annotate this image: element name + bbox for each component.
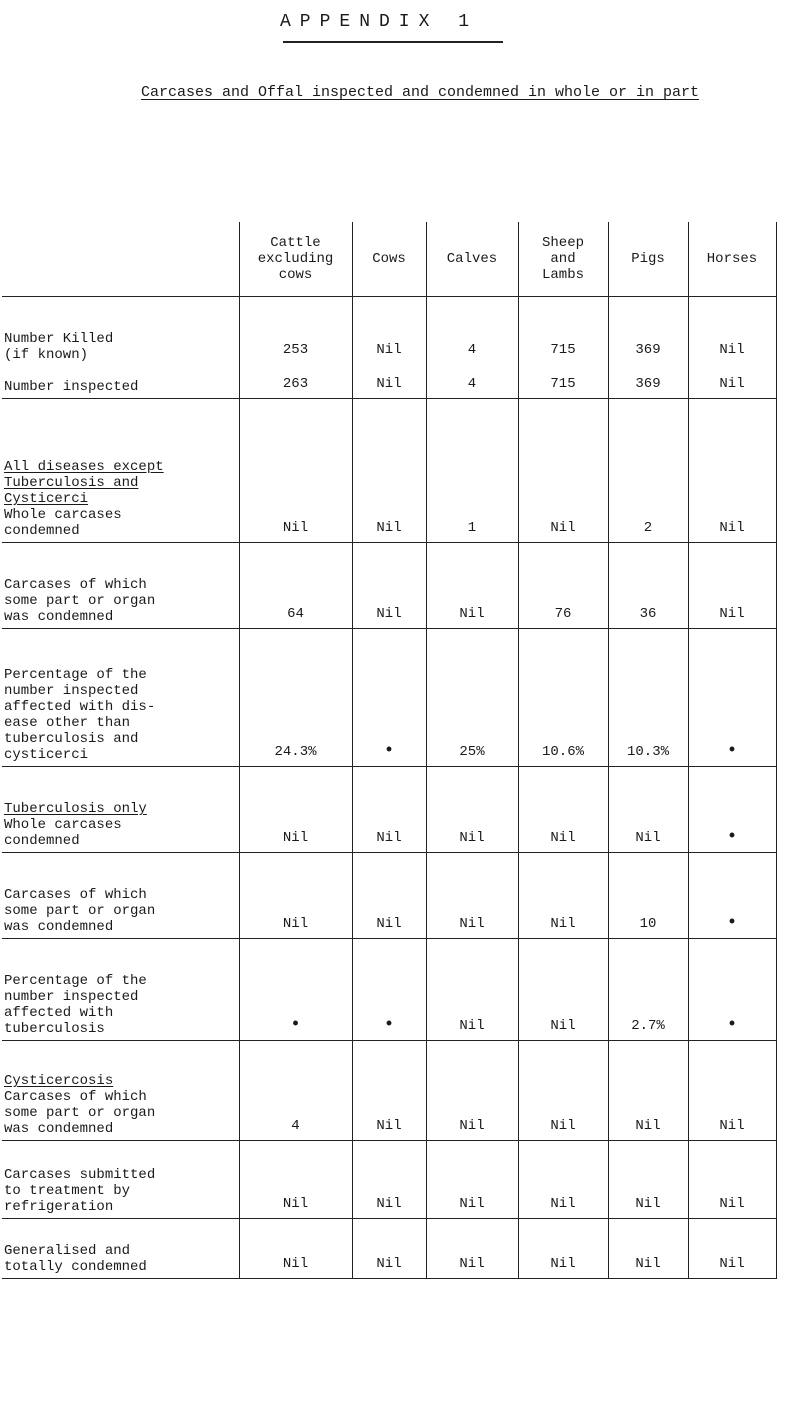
cell-value-killed: 4	[467, 342, 477, 358]
cell-value-inspected: 715	[550, 376, 576, 392]
cell-value-killed: 369	[635, 342, 661, 358]
table-cell	[426, 1041, 518, 1141]
cell-value-killed: 715	[550, 342, 576, 358]
table-cell	[688, 1219, 776, 1279]
cell-value: Nil	[282, 830, 309, 846]
cell-value: Nil	[719, 1196, 745, 1212]
cell-value: Nil	[282, 520, 309, 536]
table-cell	[352, 399, 426, 543]
table-cell	[608, 399, 688, 543]
cell-value: Nil	[459, 916, 485, 932]
table-cell	[352, 1141, 426, 1219]
row-label-line: totally condemned	[4, 1259, 147, 1275]
cell-value: •	[726, 913, 738, 933]
table-row	[2, 543, 776, 629]
row-label-line: Generalised and	[4, 1243, 131, 1259]
row-label-line: number inspected	[4, 989, 139, 1005]
table-cell	[688, 629, 776, 767]
table-cell	[608, 1141, 688, 1219]
column-header-line: Lambs	[541, 267, 584, 283]
row-label-line: All diseases except	[4, 459, 164, 475]
table-cell	[518, 543, 608, 629]
table-cell	[608, 543, 688, 629]
table-cell	[239, 1141, 352, 1219]
row-label-line: some part or organ	[4, 1105, 156, 1121]
table-cell	[239, 853, 352, 939]
table-cell	[608, 297, 688, 399]
cell-value-inspected: 263	[282, 376, 309, 392]
row-label-line: was condemned	[4, 1121, 114, 1137]
row-label-line: Number Killed	[4, 331, 114, 347]
cell-value: Nil	[635, 830, 661, 846]
table-cell	[239, 1041, 352, 1141]
table-row	[2, 939, 776, 1041]
cell-value: 2.7%	[631, 1018, 665, 1034]
table-cell	[608, 629, 688, 767]
row-label-line: refrigeration	[4, 1199, 114, 1215]
cell-value: Nil	[550, 1256, 576, 1272]
row-label-line: Number inspected	[4, 379, 139, 395]
table-cell	[608, 853, 688, 939]
row-label-line: some part or organ	[4, 593, 156, 609]
cell-value: 10	[639, 916, 657, 932]
cell-value: 4	[291, 1118, 300, 1134]
table-cell	[352, 853, 426, 939]
cell-value: Nil	[282, 916, 309, 932]
row-label	[2, 767, 239, 853]
cell-value: Nil	[376, 520, 402, 536]
column-header-line: and	[550, 251, 576, 267]
cell-value: Nil	[282, 1196, 309, 1212]
cell-value: Nil	[459, 1018, 485, 1034]
cell-value: 10.6%	[541, 744, 584, 760]
table-cell	[518, 297, 608, 399]
table-cell	[352, 1219, 426, 1279]
table-cell	[688, 767, 776, 853]
cell-value: Nil	[550, 830, 576, 846]
header-corner	[2, 222, 239, 297]
cell-value-inspected: Nil	[719, 376, 745, 392]
column-header	[608, 222, 688, 297]
table-cell	[239, 297, 352, 399]
row-label-line: to treatment by	[4, 1183, 131, 1199]
table-cell	[688, 1141, 776, 1219]
cell-value: Nil	[635, 1256, 661, 1272]
row-label	[2, 1041, 239, 1141]
page-subtitle: Carcases and Offal inspected and condemned in whole or in part	[140, 84, 700, 101]
row-label-line: was condemned	[4, 919, 114, 935]
row-label-line: condemned	[4, 523, 80, 539]
column-header	[518, 222, 608, 297]
cell-value: Nil	[376, 830, 402, 846]
table-cell	[688, 399, 776, 543]
cell-value: •	[726, 1015, 738, 1035]
row-label-line: Carcases of which	[4, 887, 147, 903]
row-label-line: Whole carcases	[4, 817, 122, 833]
table-cell	[518, 629, 608, 767]
row-label-line	[4, 363, 239, 379]
cell-value: Nil	[719, 1256, 745, 1272]
table-row	[2, 767, 776, 853]
table-cell	[426, 939, 518, 1041]
table-row	[2, 629, 776, 767]
row-label-line: some part or organ	[4, 903, 156, 919]
table-cell	[352, 629, 426, 767]
table-cell	[426, 853, 518, 939]
table-cell	[239, 399, 352, 543]
row-label-line: Carcases submitted	[4, 1167, 156, 1183]
table-cell	[608, 939, 688, 1041]
cell-value: 76	[554, 606, 572, 622]
column-header-line: Calves	[446, 251, 498, 267]
cell-value: Nil	[376, 1196, 402, 1212]
table-cell	[518, 939, 608, 1041]
row-label-line: affected with	[4, 1005, 114, 1021]
table-cell	[688, 1041, 776, 1141]
cell-value: Nil	[459, 1196, 485, 1212]
inspection-table	[2, 222, 777, 1279]
cell-value: Nil	[550, 1196, 576, 1212]
row-label-line: Percentage of the	[4, 667, 147, 683]
column-header	[426, 222, 518, 297]
cell-value-killed: Nil	[376, 342, 402, 358]
column-header	[239, 222, 352, 297]
cell-value: 10.3%	[626, 744, 669, 760]
row-label-line: Carcases of which	[4, 1089, 147, 1105]
table-cell	[688, 297, 776, 399]
table-cell	[426, 399, 518, 543]
cell-value: Nil	[376, 606, 402, 622]
cell-value: Nil	[635, 1118, 661, 1134]
table-cell	[608, 1219, 688, 1279]
cell-value-inspected: Nil	[376, 376, 402, 392]
table-row	[2, 1219, 776, 1279]
cell-value: Nil	[376, 916, 402, 932]
table-cell	[352, 767, 426, 853]
table-header-row	[2, 222, 776, 297]
cell-value: Nil	[459, 606, 485, 622]
cell-value: •	[726, 741, 738, 761]
column-header-line: cows	[278, 267, 313, 283]
table-cell	[426, 297, 518, 399]
cell-value: 64	[287, 606, 304, 622]
cell-value: Nil	[459, 1256, 485, 1272]
row-label	[2, 939, 239, 1041]
cell-value: Nil	[376, 1118, 402, 1134]
table-cell	[518, 1041, 608, 1141]
row-label-line: Tuberculosis only	[4, 801, 147, 817]
cell-value: Nil	[550, 916, 576, 932]
row-label-line: tuberculosis	[4, 1021, 105, 1037]
cell-value: 2	[643, 520, 653, 536]
table-cell	[352, 297, 426, 399]
cell-value: Nil	[550, 520, 576, 536]
table-row	[2, 297, 776, 399]
row-label-line: affected with dis-	[4, 699, 156, 715]
table-cell	[608, 1041, 688, 1141]
cell-value: •	[383, 741, 395, 761]
table-cell	[426, 629, 518, 767]
row-label-line: number inspected	[4, 683, 139, 699]
table-row	[2, 399, 776, 543]
table-cell	[518, 1141, 608, 1219]
row-label-line: was condemned	[4, 609, 114, 625]
cell-value: Nil	[550, 1018, 576, 1034]
cell-value-inspected: 4	[467, 376, 477, 392]
table-row	[2, 1041, 776, 1141]
cell-value: Nil	[376, 1256, 402, 1272]
row-label-line: condemned	[4, 833, 80, 849]
cell-value: •	[726, 827, 738, 847]
table-row	[2, 1141, 776, 1219]
column-header-line: Horses	[706, 251, 758, 267]
cell-value: Nil	[719, 606, 745, 622]
table-cell	[518, 767, 608, 853]
table-cell	[518, 853, 608, 939]
row-label-line: cysticerci	[4, 747, 89, 763]
table-cell	[239, 543, 352, 629]
cell-value: 36	[639, 606, 657, 622]
table-cell	[426, 767, 518, 853]
table-cell	[352, 543, 426, 629]
cell-value: •	[290, 1015, 301, 1035]
cell-value: 24.3%	[274, 744, 317, 760]
table-cell	[426, 1219, 518, 1279]
column-header-line: Cows	[372, 251, 406, 267]
row-label	[2, 1219, 239, 1279]
row-label-line: Tuberculosis and	[4, 475, 139, 491]
row-label-line: ease other than	[4, 715, 131, 731]
cell-value: Nil	[635, 1196, 661, 1212]
cell-value: Nil	[719, 520, 745, 536]
table-cell	[239, 1219, 352, 1279]
row-label-line: tuberculosis and	[4, 731, 139, 747]
table-body	[2, 297, 776, 1279]
column-header-line: Sheep	[541, 235, 584, 251]
table-cell	[352, 939, 426, 1041]
row-label-line: Cysticerci	[4, 491, 89, 507]
column-header-line: excluding	[257, 251, 334, 267]
column-header-line: Pigs	[631, 251, 665, 267]
cell-value: Nil	[459, 830, 485, 846]
row-label	[2, 297, 239, 399]
row-label	[2, 543, 239, 629]
table-cell	[688, 853, 776, 939]
column-header-line: Cattle	[270, 235, 321, 251]
table-cell	[518, 1219, 608, 1279]
table-cell	[608, 767, 688, 853]
row-label	[2, 853, 239, 939]
heading-rule	[283, 41, 503, 43]
table-cell	[688, 543, 776, 629]
column-header	[352, 222, 426, 297]
row-label-line: Carcases of which	[4, 577, 147, 593]
table-cell	[426, 543, 518, 629]
table-row	[2, 853, 776, 939]
cell-value: Nil	[550, 1118, 576, 1134]
table-cell	[239, 939, 352, 1041]
cell-value: Nil	[282, 1256, 309, 1272]
row-label	[2, 629, 239, 767]
row-label-line: (if known)	[4, 347, 89, 363]
table-cell	[426, 1141, 518, 1219]
table-cell	[352, 1041, 426, 1141]
column-header	[688, 222, 776, 297]
table-cell	[688, 939, 776, 1041]
cell-value: Nil	[719, 1118, 745, 1134]
cell-value-inspected: 369	[635, 376, 661, 392]
row-label-line: Whole carcases	[4, 507, 122, 523]
table-cell	[239, 629, 352, 767]
cell-value-killed: 253	[282, 342, 309, 358]
appendix-heading: APPENDIX 1	[279, 12, 479, 32]
table-cell	[239, 767, 352, 853]
row-label-line: Cysticercosis	[4, 1073, 114, 1089]
cell-value: Nil	[459, 1118, 485, 1134]
cell-value: •	[383, 1015, 395, 1035]
row-label	[2, 399, 239, 543]
table-cell	[518, 399, 608, 543]
cell-value-killed: Nil	[719, 342, 745, 358]
row-label	[2, 1141, 239, 1219]
cell-value: 1	[467, 520, 477, 536]
cell-value: 25%	[459, 744, 485, 760]
row-label-line: Percentage of the	[4, 973, 147, 989]
